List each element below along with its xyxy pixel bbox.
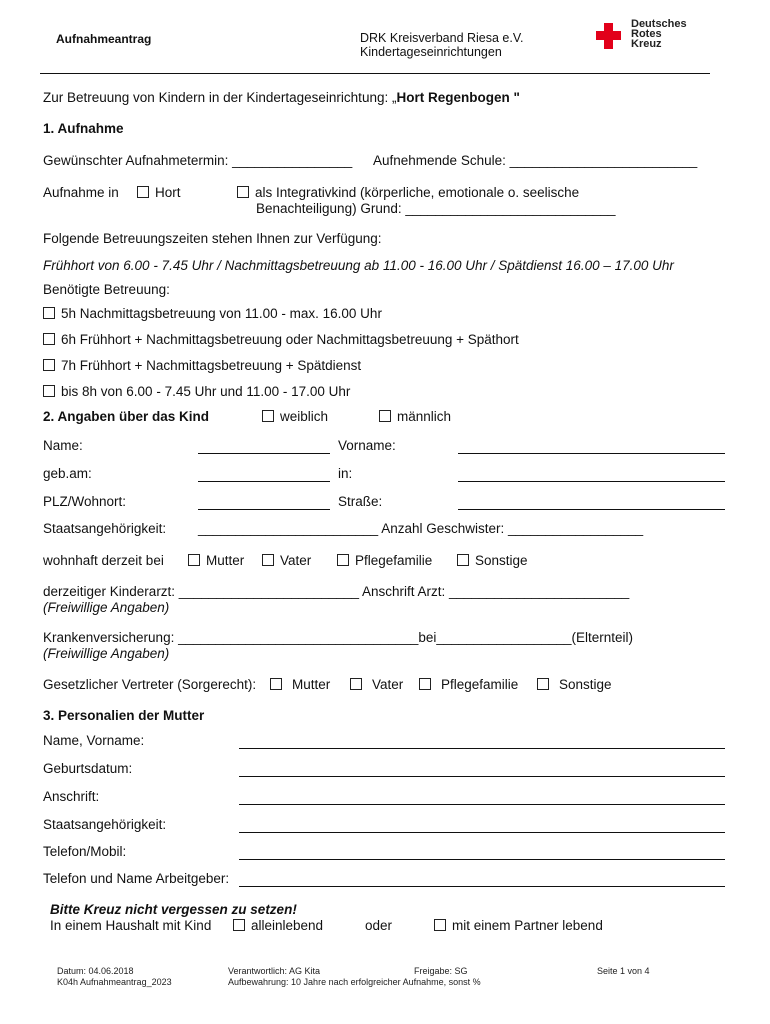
kinderarzt-field[interactable]: derzeitiger Kinderarzt: ________________________ Anschrift Arzt: ________________________ [43, 584, 630, 599]
zeiten-text: Frühhort von 6.00 - 7.45 Uhr / Nachmittagsbetreuung ab 11.00 - 16.00 Uhr / Spätdienst 16.00 – 17.00 Uhr [43, 258, 674, 273]
school-field[interactable]: Aufnehmende Schule: _________________________ [373, 153, 698, 168]
child-street-label: Straße: [338, 494, 383, 509]
mother-nationality-input[interactable] [239, 832, 725, 833]
betreuung-option-8h[interactable]: bis 8h von 6.00 - 7.45 Uhr und 11.00 - 17.00 Uhr [43, 384, 350, 399]
child-birthplace-input[interactable] [458, 481, 725, 482]
child-street-input[interactable] [458, 509, 725, 510]
child-vorname-input[interactable] [458, 453, 725, 454]
document-title: Aufnahmeantrag [56, 32, 152, 46]
nationality-siblings-field[interactable]: ________________________ Anzahl Geschwister: __________________ [198, 521, 644, 536]
intro-line: Zur Betreuung von Kindern in der Kindertageseinrichtung: „Hort Regenbogen " [43, 90, 520, 105]
wohnhaft-vater[interactable]: Vater [262, 553, 311, 568]
section-1-heading: 1. Aufnahme [43, 121, 124, 136]
mother-name-label: Name, Vorname: [43, 733, 145, 748]
freiwillig-note: (Freiwillige Angaben) [43, 646, 170, 661]
haushalt-label: In einem Haushalt mit Kind [50, 918, 212, 933]
footer-retention: Aufbewahrung: 10 Jahre nach erfolgreicher Aufnahme, sonst % [228, 977, 481, 987]
child-name-input[interactable] [198, 453, 330, 454]
checkbox-icon[interactable] [262, 410, 274, 422]
section-2-heading: 2. Angaben über das Kind [43, 409, 210, 424]
child-nationality-label: Staatsangehörigkeit: [43, 521, 167, 536]
vertreter-pflegefamilie[interactable]: Pflegefamilie [419, 677, 518, 692]
wohnhaft-mutter[interactable]: Mutter [188, 553, 244, 568]
checkbox-icon[interactable] [137, 186, 149, 198]
checkbox-icon[interactable] [43, 359, 55, 371]
cross-reminder: Bitte Kreuz nicht vergessen zu setzen! [50, 902, 297, 917]
integrativ-option[interactable]: als Integrativkind (körperliche, emotionale o. seelische [237, 185, 579, 200]
vertreter-mutter[interactable]: Mutter [270, 677, 330, 692]
footer-date: Datum: 04.06.2018 [57, 966, 134, 976]
checkbox-icon[interactable] [262, 554, 274, 566]
mother-name-input[interactable] [239, 748, 725, 749]
checkbox-icon[interactable] [379, 410, 391, 422]
checkbox-icon[interactable] [419, 678, 431, 690]
child-plz-input[interactable] [198, 509, 330, 510]
gesetzlich-label: Gesetzlicher Vertreter (Sorgerecht): [43, 677, 257, 692]
section-3-heading: 3. Personalien der Mutter [43, 708, 205, 723]
partner-option[interactable]: mit einem Partner lebend [434, 918, 603, 933]
mother-phone-input[interactable] [239, 859, 725, 860]
date-field[interactable]: Gewünschter Aufnahmetermin: ________________ [43, 153, 353, 168]
checkbox-icon[interactable] [43, 333, 55, 345]
header-divider [40, 73, 710, 74]
mother-birthdate-input[interactable] [239, 776, 725, 777]
footer-responsible: Verantwortlich: AG Kita [228, 966, 321, 976]
checkbox-icon[interactable] [457, 554, 469, 566]
wohnhaft-label: wohnhaft derzeit bei [43, 553, 164, 568]
child-birthdate-label: geb.am: [43, 466, 92, 481]
aufnahme-in-label: Aufnahme in [43, 185, 119, 200]
vertreter-sonstige[interactable]: Sonstige [537, 677, 612, 692]
krankenversicherung-field[interactable]: Krankenversicherung: ________________________________bei__________________(Elternteil) [43, 630, 634, 645]
child-birthplace-label: in: [338, 466, 353, 481]
betreuung-option-6h[interactable]: 6h Frühhort + Nachmittagsbetreuung oder Nachmittagsbetreuung + Späthort [43, 332, 519, 347]
mother-employer-input[interactable] [239, 886, 725, 887]
facility-name: Hort Regenbogen " [396, 90, 520, 105]
mother-address-input[interactable] [239, 804, 725, 805]
mother-phone-label: Telefon/Mobil: [43, 844, 127, 859]
mother-address-label: Anschrift: [43, 789, 100, 804]
child-vorname-label: Vorname: [338, 438, 396, 453]
child-plz-label: PLZ/Wohnort: [43, 494, 127, 509]
mother-employer-label: Telefon und Name Arbeitgeber: [43, 871, 230, 886]
benoetigt-label: Benötigte Betreuung: [43, 282, 170, 297]
weiblich-option[interactable]: weiblich [262, 409, 328, 424]
checkbox-icon[interactable] [188, 554, 200, 566]
wohnhaft-pflegefamilie[interactable]: Pflegefamilie [337, 553, 432, 568]
integrativ-reason-field[interactable]: Benachteiligung) Grund: ____________________________ [256, 201, 616, 216]
mother-birthdate-label: Geburtsdatum: [43, 761, 133, 776]
hort-option[interactable]: Hort [137, 185, 181, 200]
mother-nationality-label: Staatsangehörigkeit: [43, 817, 167, 832]
checkbox-icon[interactable] [233, 919, 245, 931]
footer-page-number: Seite 1 von 4 [597, 966, 650, 976]
checkbox-icon[interactable] [43, 385, 55, 397]
child-name-label: Name: [43, 438, 83, 453]
oder-label: oder [365, 918, 393, 933]
vertreter-vater[interactable]: Vater [350, 677, 403, 692]
betreuung-option-5h[interactable]: 5h Nachmittagsbetreuung von 11.00 - max. 16.00 Uhr [43, 306, 382, 321]
checkbox-icon[interactable] [43, 307, 55, 319]
zeiten-label: Folgende Betreuungszeiten stehen Ihnen zur Verfügung: [43, 231, 382, 246]
org-name: DRK Kreisverband Riesa e.V. [360, 31, 524, 45]
checkbox-icon[interactable] [337, 554, 349, 566]
maennlich-option[interactable]: männlich [379, 409, 451, 424]
checkbox-icon[interactable] [434, 919, 446, 931]
checkbox-icon[interactable] [350, 678, 362, 690]
betreuung-option-7h[interactable]: 7h Frühhort + Nachmittagsbetreuung + Spätdienst [43, 358, 361, 373]
footer-approval: Freigabe: SG [414, 966, 468, 976]
footer-doc-id: K04h Aufnahmeantrag_2023 [57, 977, 172, 987]
wohnhaft-sonstige[interactable]: Sonstige [457, 553, 528, 568]
freiwillig-note: (Freiwillige Angaben) [43, 600, 170, 615]
checkbox-icon[interactable] [237, 186, 249, 198]
child-birthdate-input[interactable] [198, 481, 330, 482]
checkbox-icon[interactable] [270, 678, 282, 690]
alleinlebend-option[interactable]: alleinlebend [233, 918, 323, 933]
checkbox-icon[interactable] [537, 678, 549, 690]
org-department: Kindertageseinrichtungen [360, 45, 502, 59]
